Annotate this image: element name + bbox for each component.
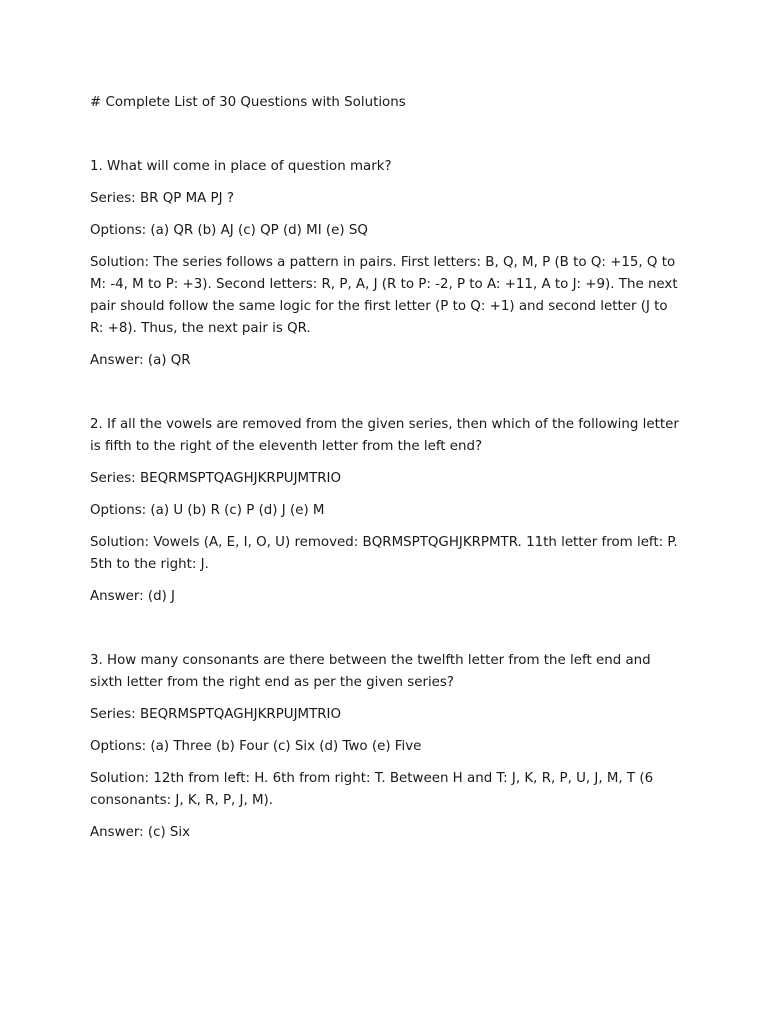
question-solution: Solution: 12th from left: H. 6th from right: T. Between H and T: J, K, R, P, U, J, M, T (6 consonants: J, K, R, P, J, M).	[90, 771, 654, 808]
question-text: 3. How many consonants are there between the twelfth letter from the left end and sixth letter from the right end as per the given series?	[90, 653, 651, 690]
question-text: 2. If all the vowels are removed from the given series, then which of the following letter is fifth to the right of the eleventh letter from the left end?	[90, 417, 679, 454]
question-answer: Answer: (c) Six	[90, 825, 191, 840]
question-solution: Solution: Vowels (A, E, I, O, U) removed: BQRMSPTQGHJKRPMTR. 11th letter from left: P. 5th to the right: J.	[90, 535, 678, 572]
question-solution: Solution: The series follows a pattern in pairs. First letters: B, Q, M, P (B to Q: +15, Q to M: -4, M to P: +3). Second letters: R, P, A, J (R to P: -2, P to A: +11, A to J: +9). The next pair should follow the same logic for the first letter (P to Q: +1) and second letter (J to R: +8). Thus, the next pair is QR.	[90, 255, 678, 336]
question-block-1	[90, 156, 685, 372]
question-block-3	[90, 650, 685, 844]
question-text: 1. What will come in place of question mark?	[90, 159, 392, 174]
question-block-2	[90, 414, 685, 608]
question-series: Series: BEQRMSPTQAGHJKRPUJMTRIO	[90, 471, 342, 486]
document-page	[90, 92, 685, 844]
question-series: Series: BR QP MA PJ ?	[90, 191, 234, 206]
question-answer: Answer: (a) QR	[90, 353, 191, 368]
question-options: Options: (a) U (b) R (c) P (d) J (e) M	[90, 503, 325, 518]
question-options: Options: (a) QR (b) AJ (c) QP (d) MI (e) SQ	[90, 223, 368, 238]
question-answer: Answer: (d) J	[90, 589, 176, 604]
question-options: Options: (a) Three (b) Four (c) Six (d) Two (e) Five	[90, 739, 422, 754]
document-title: # Complete List of 30 Questions with Solutions	[90, 95, 406, 110]
question-series: Series: BEQRMSPTQAGHJKRPUJMTRIO	[90, 707, 342, 722]
